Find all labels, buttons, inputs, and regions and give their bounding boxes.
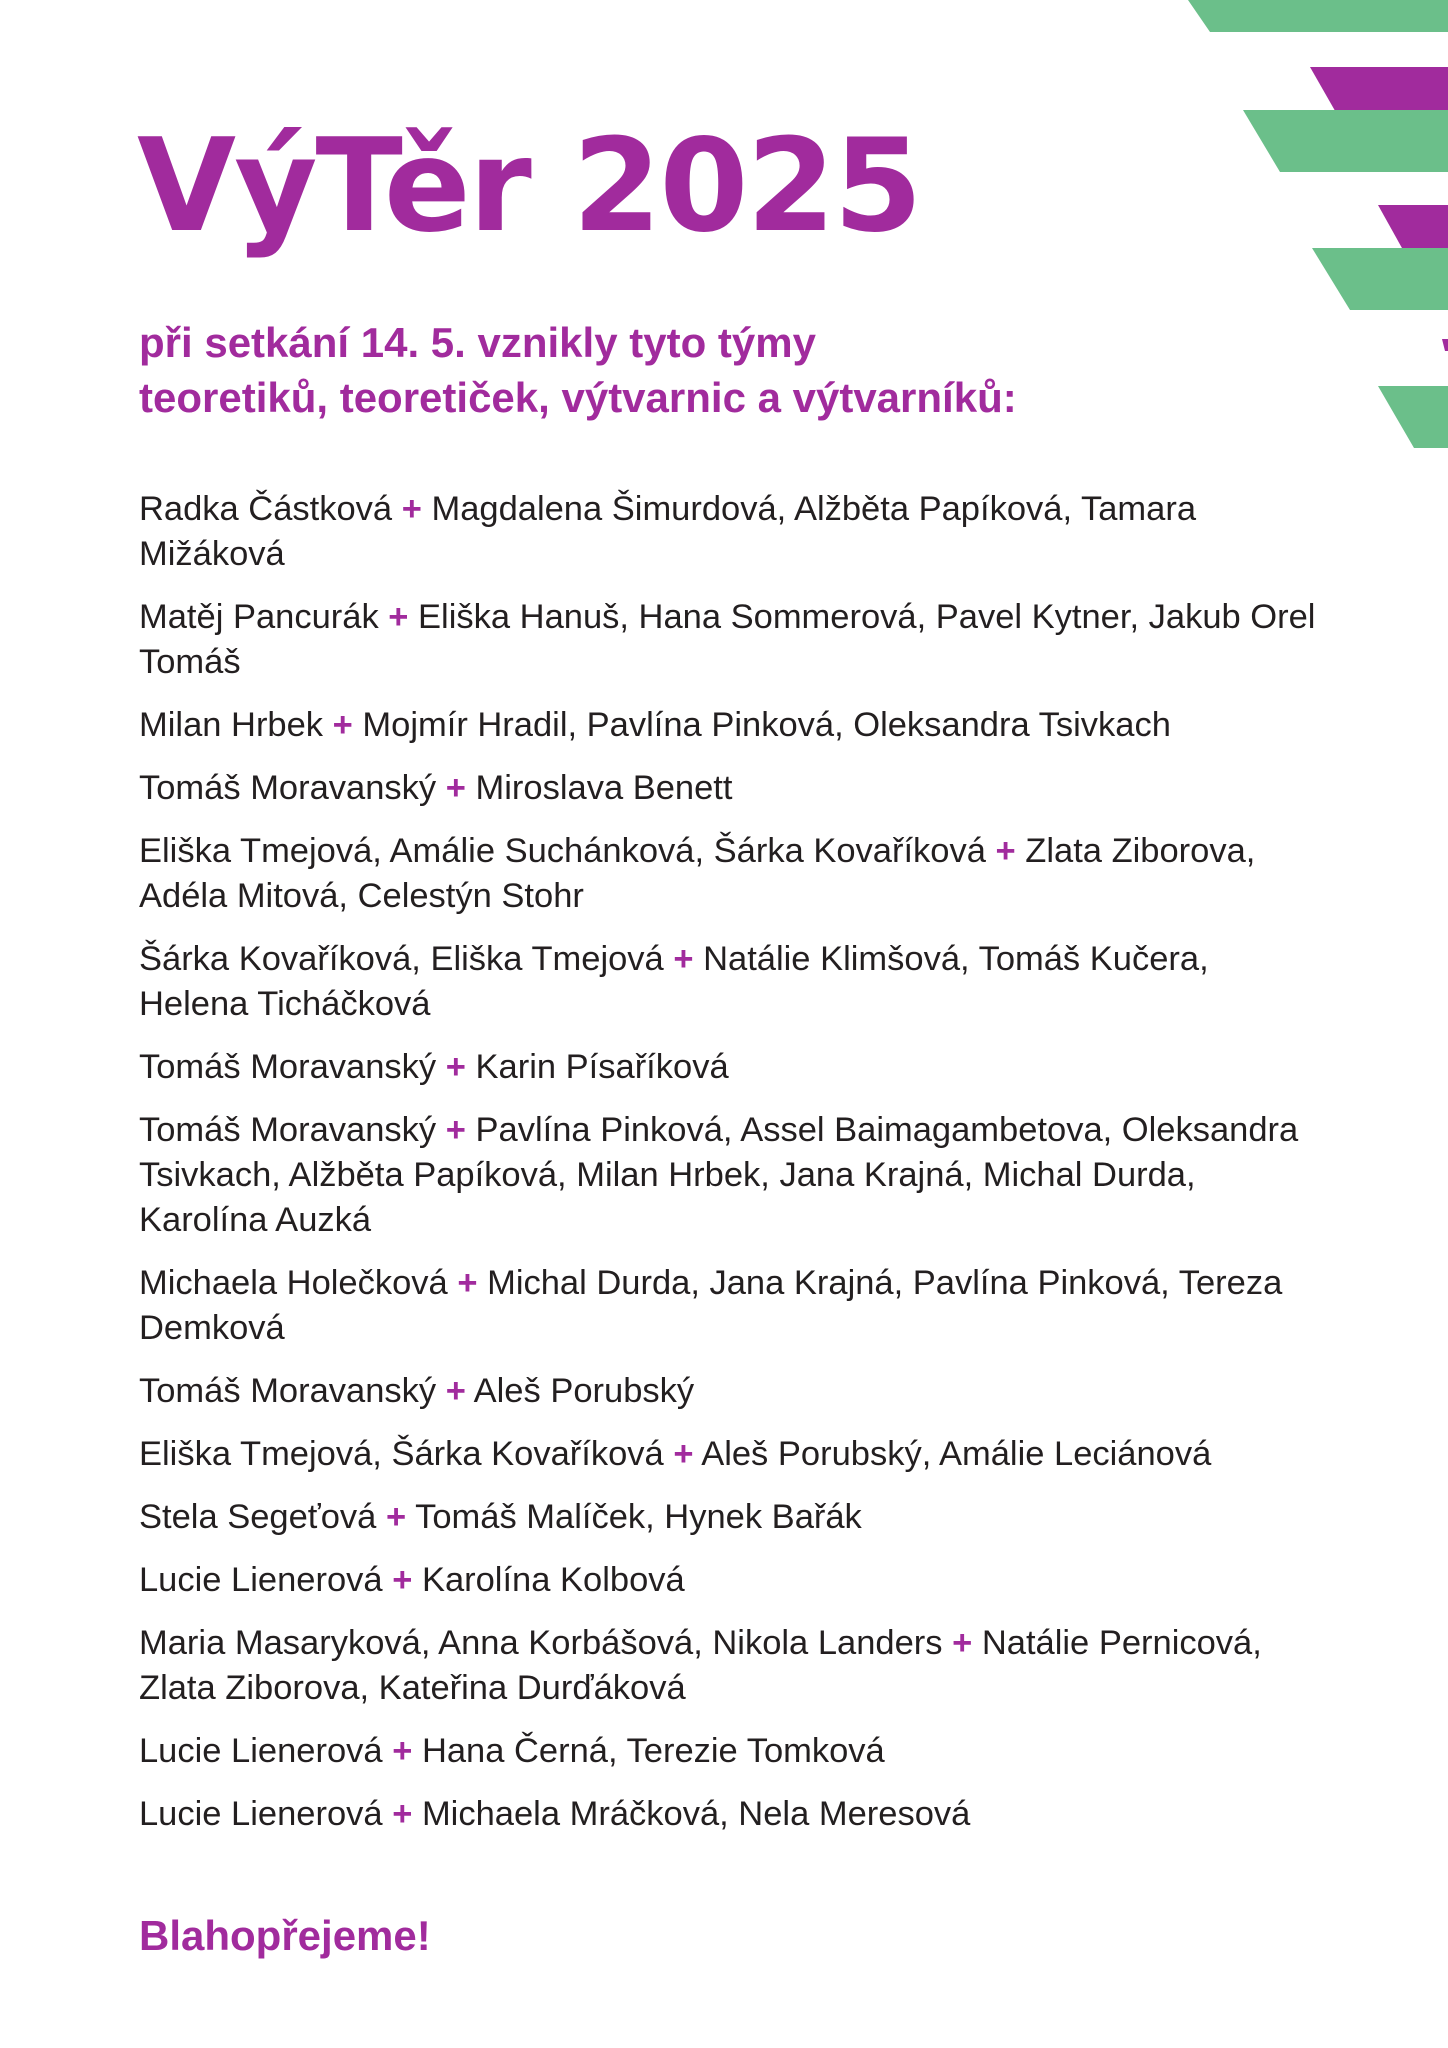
team-artists: Hana Černá, Terezie Tomková	[421, 1732, 885, 1770]
plus-separator: +	[445, 769, 466, 807]
plus-separator: +	[952, 1624, 973, 1662]
team-item	[139, 1729, 1319, 1774]
plus-separator: +	[385, 1498, 407, 1536]
team-artists: Michaela Mráčková, Nela Meresová	[421, 1795, 971, 1833]
team-theorists: Lucie Lienerová	[139, 1561, 383, 1599]
team-item	[139, 1792, 1319, 1837]
team-item	[139, 1108, 1319, 1243]
team-artists: Natálie Klimšová, Tomáš Kučera, Helena Ticháčková	[139, 940, 1209, 1023]
team-theorists: Milan Hrbek	[139, 706, 324, 744]
subtitle	[139, 315, 1319, 425]
team-artists: Miroslava Benett	[475, 769, 733, 807]
team-item	[139, 1621, 1319, 1711]
closing-text: Blahopřejeme!	[139, 1912, 431, 1959]
page-title: VýTěr 2025	[137, 112, 921, 261]
team-artists: Eliška Hanuš, Hana Sommerová, Pavel Kytner, Jakub Orel Tomáš	[139, 598, 1316, 681]
team-artists: Karin Písaříková	[475, 1048, 729, 1086]
team-item	[139, 1045, 1319, 1090]
subtitle-line-2: teoretiků, teoretiček, výtvarnic a výtvarníků:	[139, 374, 1017, 421]
plus-separator: +	[392, 1732, 413, 1770]
plus-separator: +	[392, 1561, 413, 1599]
subtitle-line-1: při setkání 14. 5. vznikly tyto týmy	[139, 319, 816, 366]
plus-separator: +	[332, 706, 353, 744]
team-artists: Aleš Porubský, Amálie Leciánová	[701, 1435, 1212, 1473]
team-artists: Aleš Porubský	[473, 1372, 695, 1410]
team-item	[139, 1495, 1319, 1540]
team-theorists: Eliška Tmejová, Amálie Suchánková, Šárka Kovaříková	[139, 832, 986, 870]
team-theorists: Tomáš Moravanský	[139, 1111, 437, 1149]
team-item	[139, 1432, 1319, 1477]
team-item	[139, 766, 1319, 811]
team-item	[139, 487, 1319, 577]
team-theorists: Maria Masaryková, Anna Korbášová, Nikola Landers	[139, 1624, 943, 1662]
team-theorists: Matěj Pancurák	[139, 598, 379, 636]
team-theorists: Tomáš Moravanský	[139, 1372, 437, 1410]
plus-separator: +	[995, 832, 1016, 870]
team-theorists: Tomáš Moravanský	[139, 769, 437, 807]
team-item	[139, 1558, 1319, 1603]
team-artists: Pavlína Pinková, Assel Baimagambetova, Oleksandra Tsivkach, Alžběta Papíková, Milan Hrbek, Jana Krajná, Michal Durda, Karolína Auzká	[139, 1111, 1299, 1239]
team-artists: Magdalena Šimurdová, Alžběta Papíková, Tamara Mižáková	[139, 490, 1197, 573]
team-item	[139, 1369, 1319, 1414]
team-artists: Karolína Kolbová	[421, 1561, 685, 1599]
plus-separator: +	[457, 1264, 478, 1302]
green-stripe	[1243, 110, 1448, 172]
green-stripe	[1188, 0, 1448, 32]
plus-separator: +	[673, 1435, 694, 1473]
purple-stripe	[1442, 339, 1448, 351]
team-item	[139, 1261, 1319, 1351]
team-theorists: Michaela Holečková	[139, 1264, 448, 1302]
team-artists: Zlata Ziborova, Adéla Mitová, Celestýn Stohr	[139, 832, 1256, 915]
team-item	[139, 937, 1319, 1027]
team-artists: Tomáš Malíček, Hynek Bařák	[415, 1498, 862, 1536]
green-stripe	[1378, 386, 1448, 448]
team-theorists: Eliška Tmejová, Šárka Kovaříková	[139, 1435, 664, 1473]
team-artists: Natálie Pernicová, Zlata Ziborova, Kateřina Durďáková	[139, 1624, 1262, 1707]
team-item	[139, 595, 1319, 685]
team-theorists: Tomáš Moravanský	[139, 1048, 437, 1086]
team-artists: Mojmír Hradil, Pavlína Pinková, Oleksandra Tsivkach	[362, 706, 1171, 744]
plus-separator: +	[673, 940, 694, 978]
team-theorists: Lucie Lienerová	[139, 1732, 383, 1770]
plus-separator: +	[388, 598, 409, 636]
plus-separator: +	[445, 1048, 466, 1086]
green-stripe	[1312, 248, 1448, 310]
team-item	[139, 703, 1319, 748]
teams-list	[139, 487, 1319, 1855]
team-theorists: Lucie Lienerová	[139, 1795, 383, 1833]
plus-separator: +	[445, 1372, 466, 1410]
team-theorists: Stela Segeťová	[139, 1498, 377, 1536]
plus-separator: +	[445, 1111, 466, 1149]
team-artists: Michal Durda, Jana Krajná, Pavlína Pinková, Tereza Demková	[139, 1264, 1283, 1347]
plus-separator: +	[401, 490, 422, 528]
team-theorists: Radka Částková	[139, 490, 393, 528]
plus-separator: +	[392, 1795, 413, 1833]
team-theorists: Šárka Kovaříková, Eliška Tmejová	[139, 940, 664, 978]
team-item	[139, 829, 1319, 919]
